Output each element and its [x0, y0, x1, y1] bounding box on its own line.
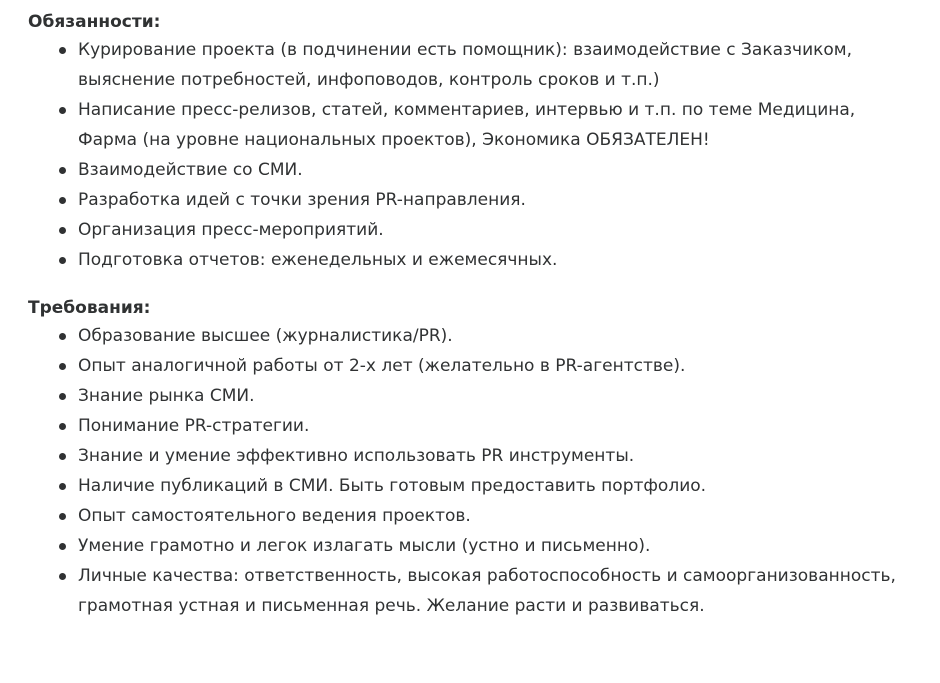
requirement-item	[28, 471, 908, 501]
duty-text: Разработка идей с точки зрения PR-направления.	[78, 190, 526, 210]
requirement-item	[28, 441, 908, 471]
requirement-text: Умение грамотно и легок излагать мысли (устно и письменно).	[78, 536, 651, 556]
duty-text: Взаимодействие со СМИ.	[78, 160, 303, 180]
requirement-item	[28, 351, 908, 381]
bullet-icon	[59, 107, 66, 114]
bullet-icon	[59, 197, 66, 204]
duty-item	[28, 155, 908, 185]
requirement-text: Опыт самостоятельного ведения проектов.	[78, 506, 471, 526]
requirement-item	[28, 561, 908, 621]
requirement-text: Знание рынка СМИ.	[78, 386, 255, 406]
bullet-icon	[59, 453, 66, 460]
requirement-text: Образование высшее (журналистика/PR).	[78, 326, 453, 346]
bullet-icon	[59, 573, 66, 580]
bullet-icon	[59, 167, 66, 174]
requirement-text: Личные качества: ответственность, высокая работоспособность и самоорганизованность, грамотная устная и письменная речь. Желание расти и развиваться.	[78, 566, 896, 616]
requirement-text: Наличие публикаций в СМИ. Быть готовым предоставить портфолио.	[78, 476, 707, 496]
duty-item	[28, 95, 908, 155]
requirement-text: Понимание PR-стратегии.	[78, 416, 310, 436]
bullet-icon	[59, 513, 66, 520]
duty-text: Курирование проекта (в подчинении есть помощник): взаимодействие с Заказчиком, выяснение потребностей, инфоповодов, контроль сроков и т.п.)	[78, 40, 853, 90]
duties-list	[28, 35, 940, 275]
duty-text: Написание пресс-релизов, статей, комментариев, интервью и т.п. по теме Медицина, Фарма (на уровне национальных проектов), Экономика ОБЯЗАТЕЛЕН!	[78, 100, 856, 150]
requirement-item	[28, 501, 908, 531]
requirement-text: Опыт аналогичной работы от 2-х лет (желательно в PR-агентстве).	[78, 356, 686, 376]
requirement-text: Знание и умение эффективно использовать PR инструменты.	[78, 446, 635, 466]
duty-text: Организация пресс-мероприятий.	[78, 220, 384, 240]
bullet-icon	[59, 227, 66, 234]
duty-item	[28, 185, 908, 215]
requirement-item	[28, 531, 908, 561]
bullet-icon	[59, 257, 66, 264]
bullet-icon	[59, 393, 66, 400]
bullet-icon	[59, 333, 66, 340]
duty-item	[28, 215, 908, 245]
duty-item	[28, 35, 908, 95]
requirements-list	[28, 321, 940, 621]
bullet-icon	[59, 483, 66, 490]
requirements-heading: Требования:	[28, 298, 151, 318]
requirement-item	[28, 411, 908, 441]
duty-item	[28, 245, 908, 275]
bullet-icon	[59, 47, 66, 54]
bullet-icon	[59, 423, 66, 430]
requirement-item	[28, 381, 908, 411]
bullet-icon	[59, 543, 66, 550]
requirement-item	[28, 321, 908, 351]
duty-text: Подготовка отчетов: еженедельных и ежемесячных.	[78, 250, 558, 270]
bullet-icon	[59, 363, 66, 370]
duties-heading: Обязанности:	[28, 12, 161, 32]
